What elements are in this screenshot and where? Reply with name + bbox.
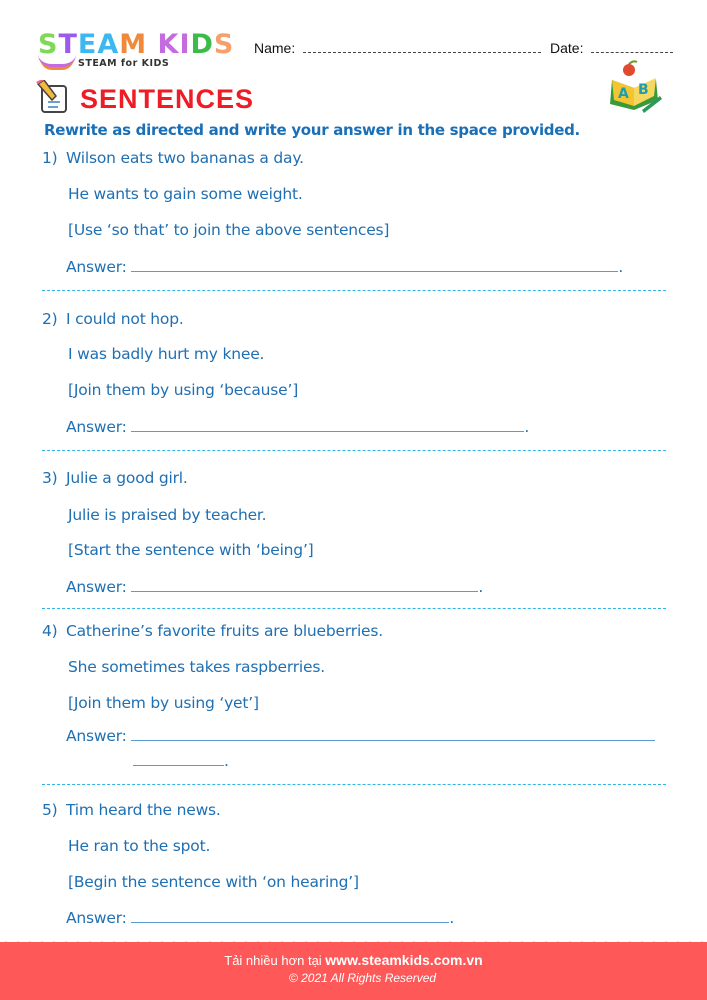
answer-4-input[interactable] (131, 727, 655, 741)
answer-5-input[interactable] (131, 909, 449, 923)
question-2-line-2: I was badly hurt my knee. (68, 345, 265, 363)
question-1-line-2: He wants to gain some weight. (68, 185, 303, 203)
answer-4-input-continued[interactable] (133, 752, 224, 766)
logo-letter: A (97, 29, 120, 60)
answer-2-input[interactable] (131, 418, 524, 432)
question-1-line-1: Wilson eats two bananas a day. (66, 149, 304, 167)
question-3-number: 3) (42, 469, 58, 487)
answer-1-input[interactable] (131, 258, 618, 272)
answer-row-3: Answer: . (66, 578, 484, 596)
logo-letter: T (58, 29, 78, 60)
footer-prefix: Tải nhiều hơn tại (224, 953, 326, 968)
name-field[interactable] (254, 40, 541, 56)
question-2-line-1: I could not hop. (66, 310, 184, 328)
abc-book-icon (606, 60, 662, 115)
answer-label: Answer: (66, 578, 127, 596)
separator (42, 450, 666, 451)
answer-row-4 (66, 727, 655, 745)
date-label: Date: (550, 40, 584, 56)
question-4-line-2: She sometimes takes raspberries. (68, 658, 325, 676)
question-1-number: 1) (42, 149, 58, 167)
date-field[interactable] (550, 40, 673, 56)
separator (42, 784, 666, 785)
page-title: SENTENCES (80, 84, 255, 114)
answer-label: Answer: (66, 418, 127, 436)
answer-label: Answer: (66, 258, 127, 276)
question-4-line-1: Catherine’s favorite fruits are blueberries. (66, 622, 383, 640)
svg-text:A: A (618, 86, 629, 102)
date-blank[interactable] (591, 43, 673, 53)
footer-url-link[interactable]: www.steamkids.com.vn (325, 952, 483, 968)
question-3-line-1: Julie a good girl. (66, 469, 188, 487)
pencil-paper-icon (36, 80, 72, 114)
answer-3-input[interactable] (131, 578, 478, 592)
answer-row-5: Answer: . (66, 909, 455, 927)
answer-row-4-continued: . (133, 752, 229, 770)
answer-row-2: Answer: . (66, 418, 530, 436)
question-5-number: 5) (42, 801, 58, 819)
question-2-instruction: [Join them by using ‘because’] (68, 381, 299, 399)
svg-text:B: B (638, 82, 649, 98)
question-4-instruction: [Join them by using ‘yet’] (68, 694, 259, 712)
logo-letter: S (213, 29, 235, 60)
question-5-line-2: He ran to the spot. (68, 837, 211, 855)
question-4-number: 4) (42, 622, 58, 640)
logo-letter: S (38, 29, 59, 60)
footer-copyright: © 2021 All Rights Reserved (288, 971, 437, 985)
answer-label: Answer: (66, 727, 127, 745)
logo-letter: E (77, 29, 98, 60)
question-5-instruction: [Begin the sentence with ‘on hearing’] (68, 873, 359, 891)
logo-letter (147, 30, 157, 60)
name-label: Name: (254, 40, 296, 56)
logo-letter: M (119, 29, 148, 60)
name-blank[interactable] (303, 43, 541, 53)
logo-subtitle: STEAM for KIDS (78, 58, 170, 69)
question-3-line-2: Julie is praised by teacher. (68, 506, 267, 524)
question-1-instruction: [Use ‘so that’ to join the above sentences] (68, 221, 390, 239)
question-2-number: 2) (42, 310, 58, 328)
separator (42, 608, 666, 609)
question-5-line-1: Tim heard the news. (66, 801, 221, 819)
footer-download-text (0, 952, 707, 968)
logo-letter: D (190, 29, 214, 60)
separator (42, 290, 666, 291)
answer-row-1: Answer: . (66, 258, 624, 276)
logo-letter: I (179, 29, 191, 60)
logo-swoosh-icon (40, 58, 74, 70)
logo-letter: K (157, 29, 180, 60)
answer-label: Answer: (66, 909, 127, 927)
instructions: Rewrite as directed and write your answer in the space provided. (44, 121, 580, 139)
question-3-instruction: [Start the sentence with ‘being’] (68, 541, 314, 559)
